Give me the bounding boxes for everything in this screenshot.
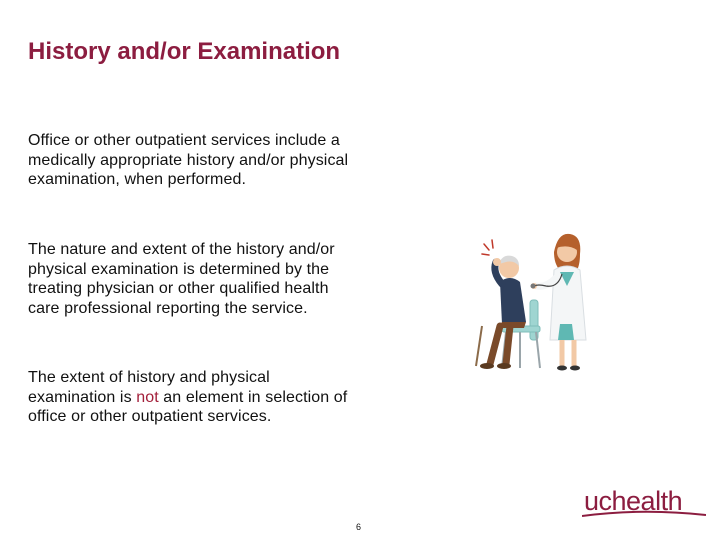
paragraph-3-after: an element in selection of office or other outpatient services.	[28, 388, 348, 426]
uchealth-logo	[582, 486, 706, 520]
doctor-examining-patient-icon	[462, 222, 602, 374]
paragraph-history-inclusion: Office or other outpatient services include a medically appropriate history and/or physical examination, when performed.	[28, 132, 349, 189]
paragraph-3-before: The extent of history and physical examination is	[28, 369, 270, 406]
logo-swoosh-icon	[582, 506, 706, 520]
page-number: 6	[356, 522, 362, 532]
emphasis-not: not	[136, 388, 159, 406]
paragraph-not-an-element	[28, 368, 358, 427]
slide-title: History and/or Examination	[28, 38, 341, 65]
logo-text: uchealth	[584, 486, 683, 516]
paragraph-nature-extent: The nature and extent of the history and/or physical examination is determined by the treating physician or other qualified health care professional reporting the service.	[28, 241, 335, 317]
